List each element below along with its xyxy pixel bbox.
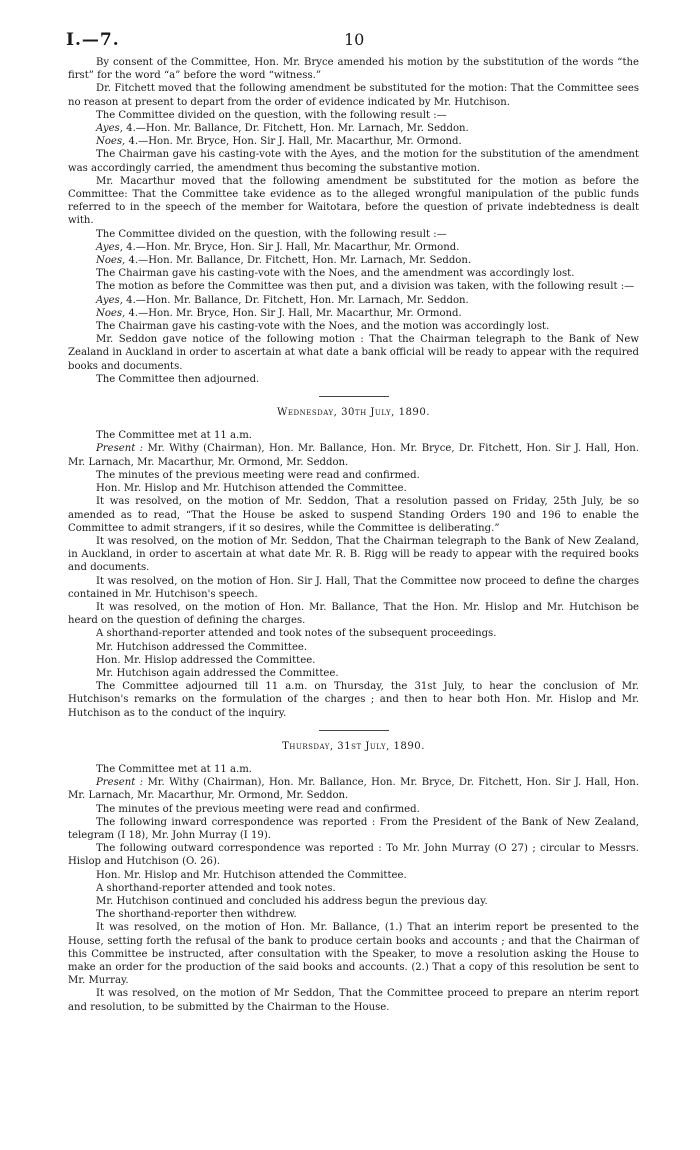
ayes-label: Ayes, <box>96 294 123 306</box>
paragraph: Mr. Hutchison continued and concluded his address begun the previous day. <box>96 895 488 907</box>
section-divider <box>319 396 389 397</box>
paragraph: By consent of the Committee, Hon. Mr. Bryce amended his motion by the substitution of the words “the first” for the word “a” before the word “witness.” <box>68 57 639 82</box>
paragraph: The Committee adjourned till 11 a.m. on Thursday, the 31st July, to hear the conclusion of Mr. Hutchison's remarks on the formulation of the charges ; and then to hear both Hon. Mr. Hislop and Mr. Hutchison as to the conduct of the inquiry. <box>68 681 639 719</box>
noes-label: Noes, <box>96 307 126 319</box>
paragraph: The shorthand-reporter then withdrew. <box>96 909 297 921</box>
paragraph: Mr. Hutchison again addressed the Committee. <box>96 667 339 679</box>
paragraph: A shorthand-reporter attended and took notes. <box>96 882 336 894</box>
noes-text: 4.—Hon. Mr. Ballance, Dr. Fitchett, Hon. Mr. Larnach, Mr. Seddon. <box>128 255 472 267</box>
present-text: Mr. Withy (Chairman), Hon. Mr. Ballance, Hon. Mr. Bryce, Dr. Fitchett, Hon. Sir J. Hall, Hon. Mr. Larnach, Mr. Macarthur, Mr. Ormond, Mr. Seddon. <box>68 777 639 802</box>
vote-noes <box>68 307 639 320</box>
paragraph: Hon. Mr. Hislop and Mr. Hutchison attended the Committee. <box>96 869 407 881</box>
present-paragraph <box>68 442 639 468</box>
spacer <box>68 419 639 429</box>
paragraph: The minutes of the previous meeting were read and confirmed. <box>96 803 420 815</box>
ayes-text: 4.—Hon. Mr. Bryce, Hon. Sir J. Hall, Mr. Macarthur, Mr. Ormond. <box>126 241 460 253</box>
paragraph: Dr. Fitchett moved that the following amendment be substituted for the motion: That the Committee sees no reason at present to depart from the order of evidence indicated by Mr. Hutchison. <box>68 83 639 108</box>
document-body <box>68 56 639 1014</box>
present-text: Mr. Withy (Chairman), Hon. Mr. Ballance, Hon. Mr. Bryce, Dr. Fitchett, Hon. Sir J. Hall, Hon. Mr. Larnach, Mr. Macarthur, Mr. Ormond, Mr. Seddon. <box>68 443 639 468</box>
ayes-label: Ayes, <box>96 241 123 253</box>
paragraph: Hon. Mr. Hislop addressed the Committee. <box>96 654 316 666</box>
vote-ayes <box>68 241 639 254</box>
present-paragraph <box>68 776 639 802</box>
paragraph: The motion as before the Committee was then put, and a division was taken, with the following result :— <box>96 281 635 293</box>
paragraph: Mr. Seddon gave notice of the following motion : That the Chairman telegraph to the Bank of New Zealand in Auckland in order to ascertain at what date a bank official will be ready to appear with the required books and documents. <box>68 334 639 372</box>
paragraph: The minutes of the previous meeting were read and confirmed. <box>96 469 420 481</box>
ayes-label: Ayes, <box>96 123 123 135</box>
vote-noes <box>68 135 639 148</box>
paragraph: The following outward correspondence was reported : To Mr. John Murray (O 27) ; circular to Messrs. Hislop and Hutchison (O. 26). <box>68 843 639 868</box>
ayes-text: 4.—Hon. Mr. Ballance, Dr. Fitchett, Hon. Mr. Larnach, Mr. Seddon. <box>126 294 469 306</box>
present-label: Present : <box>96 777 144 789</box>
paragraph: The Committee met at 11 a.m. <box>96 430 253 442</box>
paper-reference: I.—7. <box>66 30 120 50</box>
noes-label: Noes, <box>96 255 126 267</box>
vote-ayes <box>68 294 639 307</box>
paragraph: It was resolved, on the motion of Hon. Mr. Ballance, That the Hon. Mr. Hislop and Mr. Hutchison be heard on the question of defining the charges. <box>68 601 639 627</box>
paragraph: The Chairman gave his casting-vote with the Ayes, and the motion for the substitution of the amendment was accordingly carried, the amendment thus becoming the substantive motion. <box>68 149 639 174</box>
paragraph: It was resolved, on the motion of Hon. Sir J. Hall, That the Committee now proceed to define the charges contained in Mr. Hutchison's speech. <box>68 575 639 600</box>
paragraph: The following inward correspondence was reported : From the President of the Bank of New Zealand, telegram (I 18), Mr. John Murray (I 19). <box>68 816 639 841</box>
ayes-text: 4.—Hon. Mr. Ballance, Dr. Fitchett, Hon. Mr. Larnach, Mr. Seddon. <box>126 123 469 135</box>
paragraph: The Committee met at 11 a.m. <box>96 763 253 775</box>
paragraph: The Committee divided on the question, with the following result :— <box>96 109 447 121</box>
paragraph: Mr. Macarthur moved that the following amendment be substituted for the motion as before the Committee: That the Committee take evidence as to the alleged wrongful manipulation of the public funds referred to in the speech of the member for Waitotara, before the question of private indebtedness is dealt with. <box>68 175 639 227</box>
spacer <box>68 753 639 763</box>
paragraph: The Chairman gave his casting-vote with the Noes, and the motion was accordingly lost. <box>96 321 550 333</box>
paragraph: It was resolved, on the motion of Mr. Seddon, That a resolution passed on Friday, 25th July, be so amended as to read, “That the House be asked to suspend Standing Orders 190 and 196 to enable the Committee to admit strangers, if it so desires, while the Committee is deliberating.” <box>68 496 639 534</box>
present-label: Present : <box>96 443 144 455</box>
section-divider <box>319 730 389 731</box>
paragraph: It was resolved, on the motion of Mr. Seddon, That the Chairman telegraph to the Bank of New Zealand, in Auckland, in order to ascertain at what date Mr. R. B. Rigg will be ready to appear with the required books and documents. <box>68 535 639 574</box>
paragraph: The Committee divided on the question, with the following result :— <box>96 228 447 240</box>
paragraph: It was resolved, on the motion of Mr Seddon, That the Committee proceed to prepare an nterim report and resolution, to be submitted by the Chairman to the House. <box>68 988 639 1013</box>
paragraph: It was resolved, on the motion of Hon. Mr. Ballance, (1.) That an interim report be presented to the House, setting forth the refusal of the bank to produce certain books and accounts ; and that the Chairman of this Committee be instructed, after consultation with the Speaker, to move a resolution asking the House to make an order for the production of the said books and accounts. (2.) That a copy of this resolution be sent to Mr. Murray. <box>68 922 639 987</box>
page-number: 10 <box>344 30 365 49</box>
paragraph: Mr. Hutchison addressed the Committee. <box>96 641 308 653</box>
paragraph: The Chairman gave his casting-vote with the Noes, and the amendment was accordingly lost. <box>96 268 575 280</box>
noes-label: Noes, <box>96 136 126 148</box>
paragraph: Hon. Mr. Hislop and Mr. Hutchison attended the Committee. <box>96 483 407 495</box>
noes-text: 4.—Hon. Mr. Bryce, Hon. Sir J. Hall, Mr. Macarthur, Mr. Ormond. <box>128 307 462 319</box>
noes-text: 4.—Hon. Mr. Bryce, Hon. Sir J. Hall, Mr. Macarthur, Mr. Ormond. <box>128 136 462 148</box>
vote-noes <box>68 254 639 267</box>
vote-ayes <box>68 122 639 135</box>
paragraph: The Committee then adjourned. <box>96 373 260 385</box>
section-heading: Wednesday, 30th July, 1890. <box>277 407 430 419</box>
paragraph: A shorthand-reporter attended and took notes of the subsequent proceedings. <box>96 628 497 640</box>
section-heading: Thursday, 31st July, 1890. <box>282 740 425 752</box>
